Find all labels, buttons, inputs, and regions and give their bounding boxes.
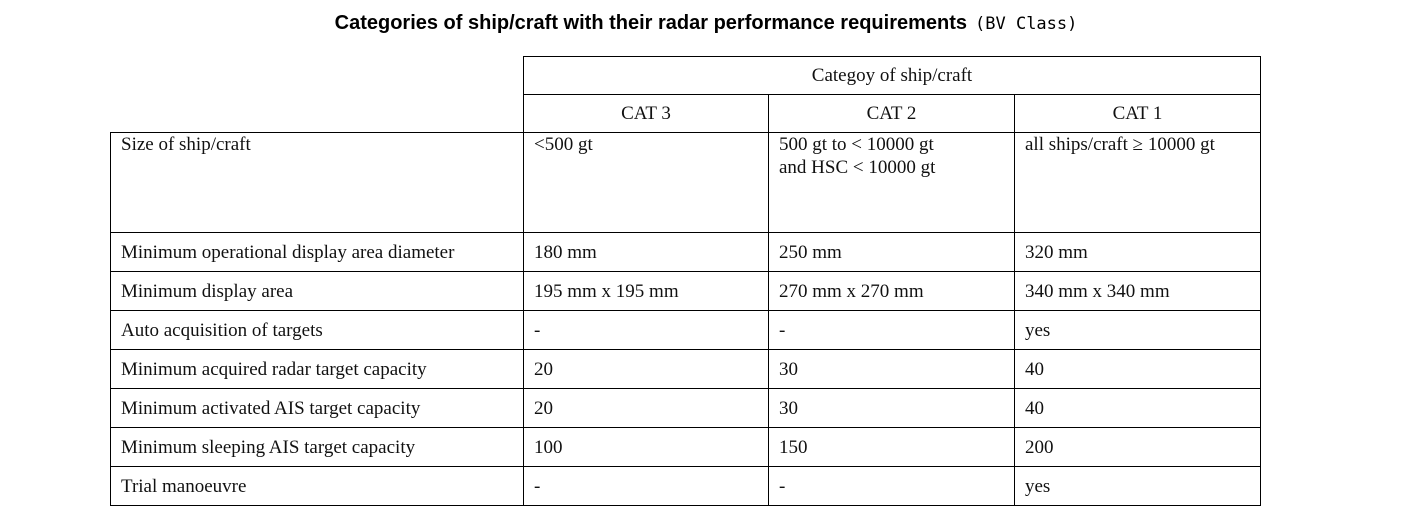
cell-text: - xyxy=(779,475,786,497)
table-cell xyxy=(1015,272,1261,311)
cell-text: 30 xyxy=(779,358,798,380)
cell-text: 30 xyxy=(779,397,798,419)
cell-text: 180 mm xyxy=(534,241,597,263)
category-header-row xyxy=(111,95,1261,133)
cell-text: 195 mm x 195 mm xyxy=(534,280,679,302)
table-cell xyxy=(1015,350,1261,389)
table-row xyxy=(111,350,1261,389)
table-cell xyxy=(524,272,769,311)
row-label: Trial manoeuvre xyxy=(111,467,524,506)
cell-text: 200 xyxy=(1025,436,1054,458)
table-cell xyxy=(524,428,769,467)
cell-text: 500 gt to < 10000 gt xyxy=(779,134,934,155)
cell-text: 40 xyxy=(1025,358,1044,380)
empty-corner-cell xyxy=(111,95,524,133)
row-label: Minimum sleeping AIS target capacity xyxy=(111,428,524,467)
row-label: Auto acquisition of targets xyxy=(111,311,524,350)
column-header-cat1: CAT 1 xyxy=(1015,95,1261,133)
table-cell xyxy=(524,467,769,506)
table-body xyxy=(111,133,1261,506)
table-row xyxy=(111,467,1261,506)
table-cell xyxy=(524,350,769,389)
cell-text: 320 mm xyxy=(1025,241,1088,263)
radar-requirements-table xyxy=(110,56,1261,506)
row-label: Size of ship/craft xyxy=(111,133,524,233)
cell-text: yes xyxy=(1025,319,1051,341)
table-cell xyxy=(769,389,1015,428)
cell-text: all ships/craft ≥ 10000 gt xyxy=(1025,134,1215,155)
table-cell xyxy=(1015,133,1261,233)
table-cell xyxy=(524,233,769,272)
table-cell xyxy=(769,467,1015,506)
table-cell xyxy=(769,350,1015,389)
column-header-cat3: CAT 3 xyxy=(524,95,769,133)
group-header: Categoy of ship/craft xyxy=(524,57,1261,95)
row-label: Minimum activated AIS target capacity xyxy=(111,389,524,428)
column-header-cat2: CAT 2 xyxy=(769,95,1015,133)
cell-text: - xyxy=(779,319,786,341)
table-cell xyxy=(524,389,769,428)
table-cell xyxy=(1015,233,1261,272)
table-cell xyxy=(1015,428,1261,467)
table-cell xyxy=(769,272,1015,311)
cell-text: 40 xyxy=(1025,397,1044,419)
row-label: Minimum operational display area diameter xyxy=(111,233,524,272)
table-row xyxy=(111,311,1261,350)
cell-text: 150 xyxy=(779,436,808,458)
table-row xyxy=(111,133,1261,233)
table-cell xyxy=(1015,467,1261,506)
table-row xyxy=(111,428,1261,467)
cell-text: <500 gt xyxy=(534,134,593,155)
table-row xyxy=(111,233,1261,272)
cell-text: 270 mm x 270 mm xyxy=(779,280,924,302)
cell-text: - xyxy=(534,475,541,497)
title-main: Categories of ship/craft with their radar performance requirements xyxy=(334,12,968,34)
table-cell xyxy=(769,233,1015,272)
cell-text: 20 xyxy=(534,397,553,419)
cell-text: yes xyxy=(1025,475,1051,497)
row-label: Minimum acquired radar target capacity xyxy=(111,350,524,389)
table-cell xyxy=(769,133,1015,233)
cell-text: and HSC < 10000 gt xyxy=(779,157,936,178)
table-row xyxy=(111,272,1261,311)
group-header-row xyxy=(111,57,1261,95)
table-cell xyxy=(524,133,769,233)
table-cell xyxy=(1015,389,1261,428)
title-class-note: (BV Class) xyxy=(975,14,1078,34)
table-cell xyxy=(769,311,1015,350)
cell-text: 340 mm x 340 mm xyxy=(1025,280,1170,302)
empty-corner-cell xyxy=(111,57,524,95)
cell-text: 250 mm xyxy=(779,241,842,263)
cell-text: 100 xyxy=(534,436,563,458)
cell-text: - xyxy=(534,319,541,341)
document-title xyxy=(0,12,1412,35)
table-cell xyxy=(769,428,1015,467)
row-label: Minimum display area xyxy=(111,272,524,311)
table-cell xyxy=(1015,311,1261,350)
table-row xyxy=(111,389,1261,428)
cell-text: 20 xyxy=(534,358,553,380)
table-cell xyxy=(524,311,769,350)
